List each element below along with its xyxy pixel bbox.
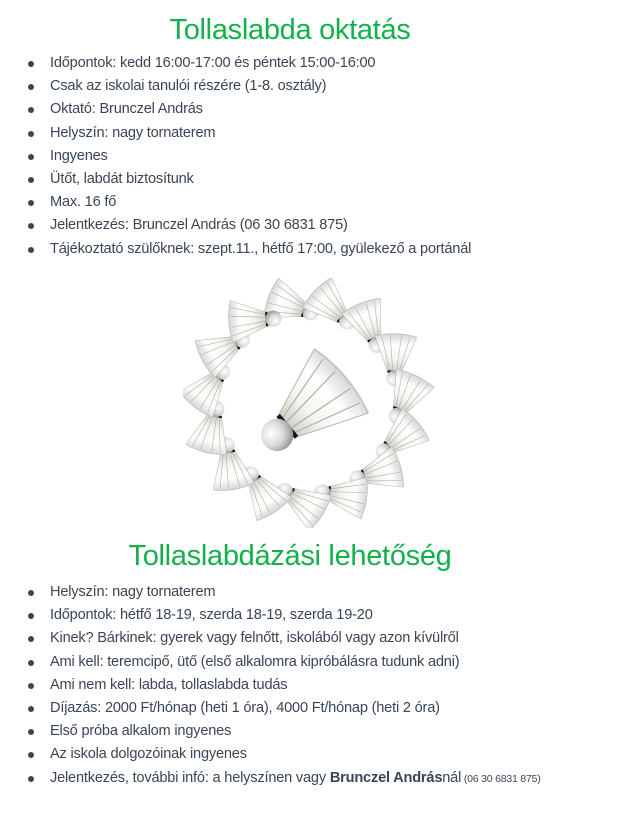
list-item: Tájékoztató szülőknek: szept.11., hétfő 17:00, gyülekező a portánál bbox=[0, 238, 471, 261]
training-info-list bbox=[0, 52, 471, 261]
list-item: Az iskola dolgozóinak ingyenes bbox=[0, 743, 541, 766]
list-item: Helyszín: nagy tornaterem bbox=[0, 122, 471, 145]
list-item: Helyszín: nagy tornaterem bbox=[0, 581, 541, 604]
list-item: Csak az iskolai tanulói részére (1-8. osztály) bbox=[0, 75, 471, 98]
section-title-training: Tollaslabda oktatás bbox=[169, 14, 411, 46]
list-item: Oktató: Brunczel András bbox=[0, 98, 471, 121]
list-item: Első próba alkalom ingyenes bbox=[0, 720, 541, 743]
list-item: Díjazás: 2000 Ft/hónap (heti 1 óra), 4000 Ft/hónap (heti 2 óra) bbox=[0, 697, 541, 720]
badminton-shuttlecock-ring-icon bbox=[183, 278, 439, 528]
contact-phone: (06 30 6831 875) bbox=[461, 772, 541, 785]
list-item: Ami nem kell: labda, tollaslabda tudás bbox=[0, 674, 541, 697]
contact-name: Brunczel András bbox=[329, 769, 443, 786]
contact-suffix: nál bbox=[442, 769, 462, 786]
contact-prefix: Jelentkezés, további infó: a helyszínen vagy bbox=[50, 769, 330, 786]
list-item-contact bbox=[0, 767, 541, 790]
section-title-opportunity: Tollaslabdázási lehetőség bbox=[128, 540, 452, 572]
list-item: Jelentkezés: Brunczel András (06 30 6831 875) bbox=[0, 214, 471, 237]
central-shuttlecock bbox=[238, 345, 373, 477]
list-item: Időpontok: hétfő 18-19, szerda 18-19, szerda 19-20 bbox=[0, 604, 541, 627]
list-item: Kinek? Bárkinek: gyerek vagy felnőtt, iskolából vagy azon kívülről bbox=[0, 627, 541, 650]
list-item: Ingyenes bbox=[0, 145, 471, 168]
list-item: Max. 16 fő bbox=[0, 191, 471, 214]
list-item: Ami kell: teremcipő, ütő (első alkalomra kipróbálásra tudunk adni) bbox=[0, 651, 541, 674]
list-item: Ütőt, labdát biztosítunk bbox=[0, 168, 471, 191]
opportunity-info-list bbox=[0, 581, 541, 790]
list-item: Időpontok: kedd 16:00-17:00 és péntek 15:00-16:00 bbox=[0, 52, 471, 75]
